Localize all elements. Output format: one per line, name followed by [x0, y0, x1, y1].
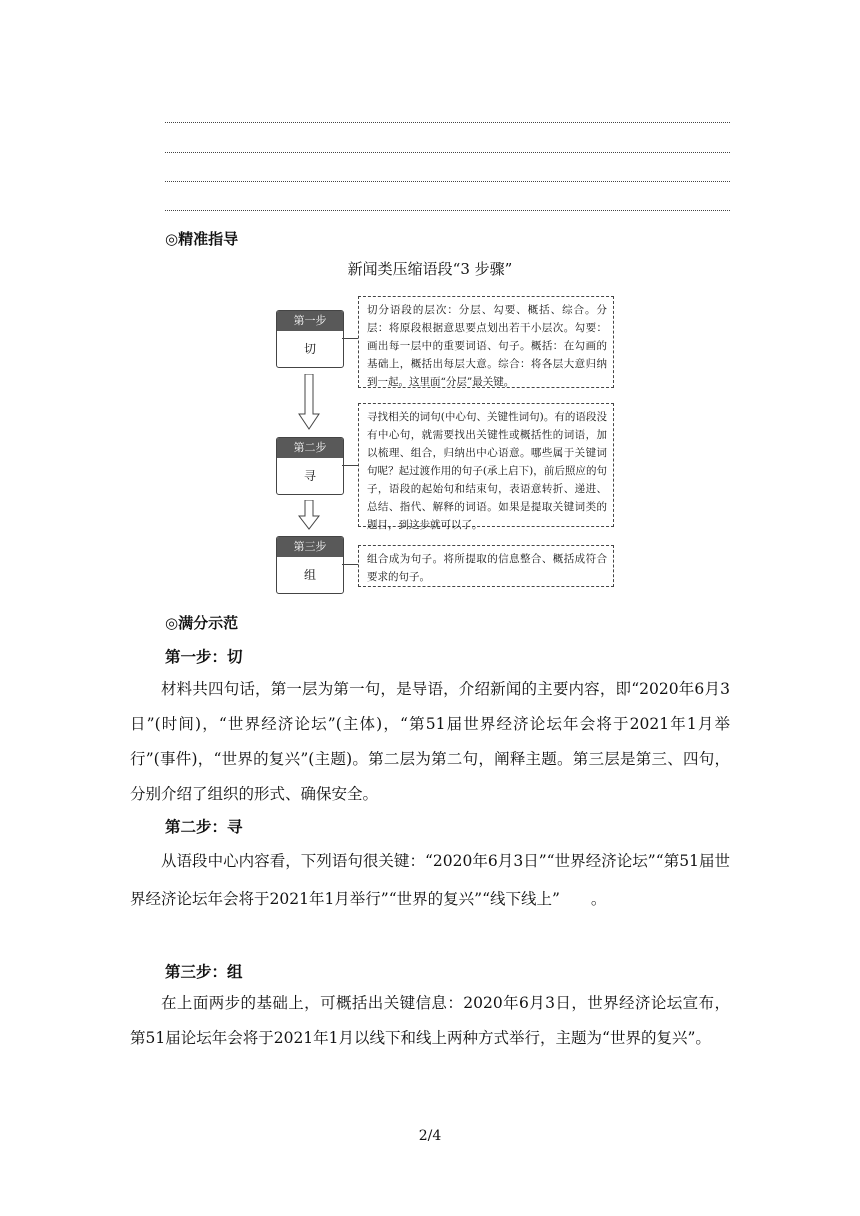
step-description-3: 组合成为句子。将所提取的信息整合、概括成符合要求的句子。 — [358, 545, 614, 587]
answer-line-2 — [165, 152, 730, 153]
answer-line-4 — [165, 210, 730, 211]
step-label-1: 第一步 — [277, 311, 343, 331]
answer-line-1 — [165, 122, 730, 123]
example-step1-heading: 第一步：切 — [165, 648, 243, 666]
answer-line-3 — [165, 181, 730, 182]
section-heading-example: ◎满分示范 — [165, 614, 239, 632]
step-connector-2 — [342, 465, 358, 466]
step-action-2: 寻 — [303, 469, 316, 483]
step-label-2: 第二步 — [277, 438, 343, 458]
step-action-1: 切 — [303, 342, 316, 356]
down-arrow-icon-1 — [298, 374, 320, 430]
example-step3-heading: 第三步：组 — [165, 963, 243, 981]
step-description-2: 寻找相关的词句(中心句、关键性词句)。有的语段没有中心句，就需要找出关键性或概括性的词语，加以梳理、组合，归纳出中心语意。哪些属于关键词句呢？起过渡作用的句子(承上启下)，前后照应的句子，语段的起始句和结束句，表语意转折、递进、总结、指代、解释的词语。如果是提取关键词类的题目，到这步就可以了。 — [358, 403, 614, 527]
step-connector-1 — [342, 338, 358, 339]
page-number: 2/4 — [418, 1128, 442, 1144]
step-box-2 — [276, 437, 344, 495]
step-description-1: 切分语段的层次：分层、勾要、概括、综合。分层：将原段根据意思要点划出若干小层次。勾要：画出每一层中的重要词语、句子。概括：在勾画的基础上，概括出每层大意。综合：将各层大意归纳到一起。这里面“分层”最关键。 — [358, 296, 614, 388]
section-heading-guide: ◎精准指导 — [165, 230, 239, 248]
step-connector-3 — [342, 564, 358, 565]
step-action-3: 组 — [303, 568, 316, 582]
step-box-1 — [276, 310, 344, 368]
example-step1-text: 材料共四句话，第一层为第一句，是导语，介绍新闻的主要内容，即“2020年6月3日”(时间)，“世界经济论坛”(主体)，“第51届世界经济论坛年会将于2021年1月举行”(事件)，“世界的复兴”(主题)。第二层为第二句，阐释主题。第三层是第三、四句，分别介绍了组织的形式、确保安全。 — [130, 680, 730, 803]
example-step3-text: 在上面两步的基础上，可概括出关键信息：2020年6月3日，世界经济论坛宣布，第51届论坛年会将于2021年1月以线下和线上两种方式举行，主题为“世界的复兴”。 — [130, 994, 730, 1047]
example-step2-text: 从语段中心内容看，下列语句很关键：“2020年6月3日”“世界经济论坛”“第51届世界经济论坛年会将于2021年1月举行”“世界的复兴”“线下线上” 。 — [130, 852, 730, 908]
example-step2-heading: 第二步：寻 — [165, 818, 243, 836]
down-arrow-icon-2 — [298, 500, 320, 530]
step-box-3 — [276, 536, 344, 594]
step-label-3: 第三步 — [277, 537, 343, 557]
diagram-title: 新闻类压缩语段“3 步骤” — [347, 260, 513, 278]
